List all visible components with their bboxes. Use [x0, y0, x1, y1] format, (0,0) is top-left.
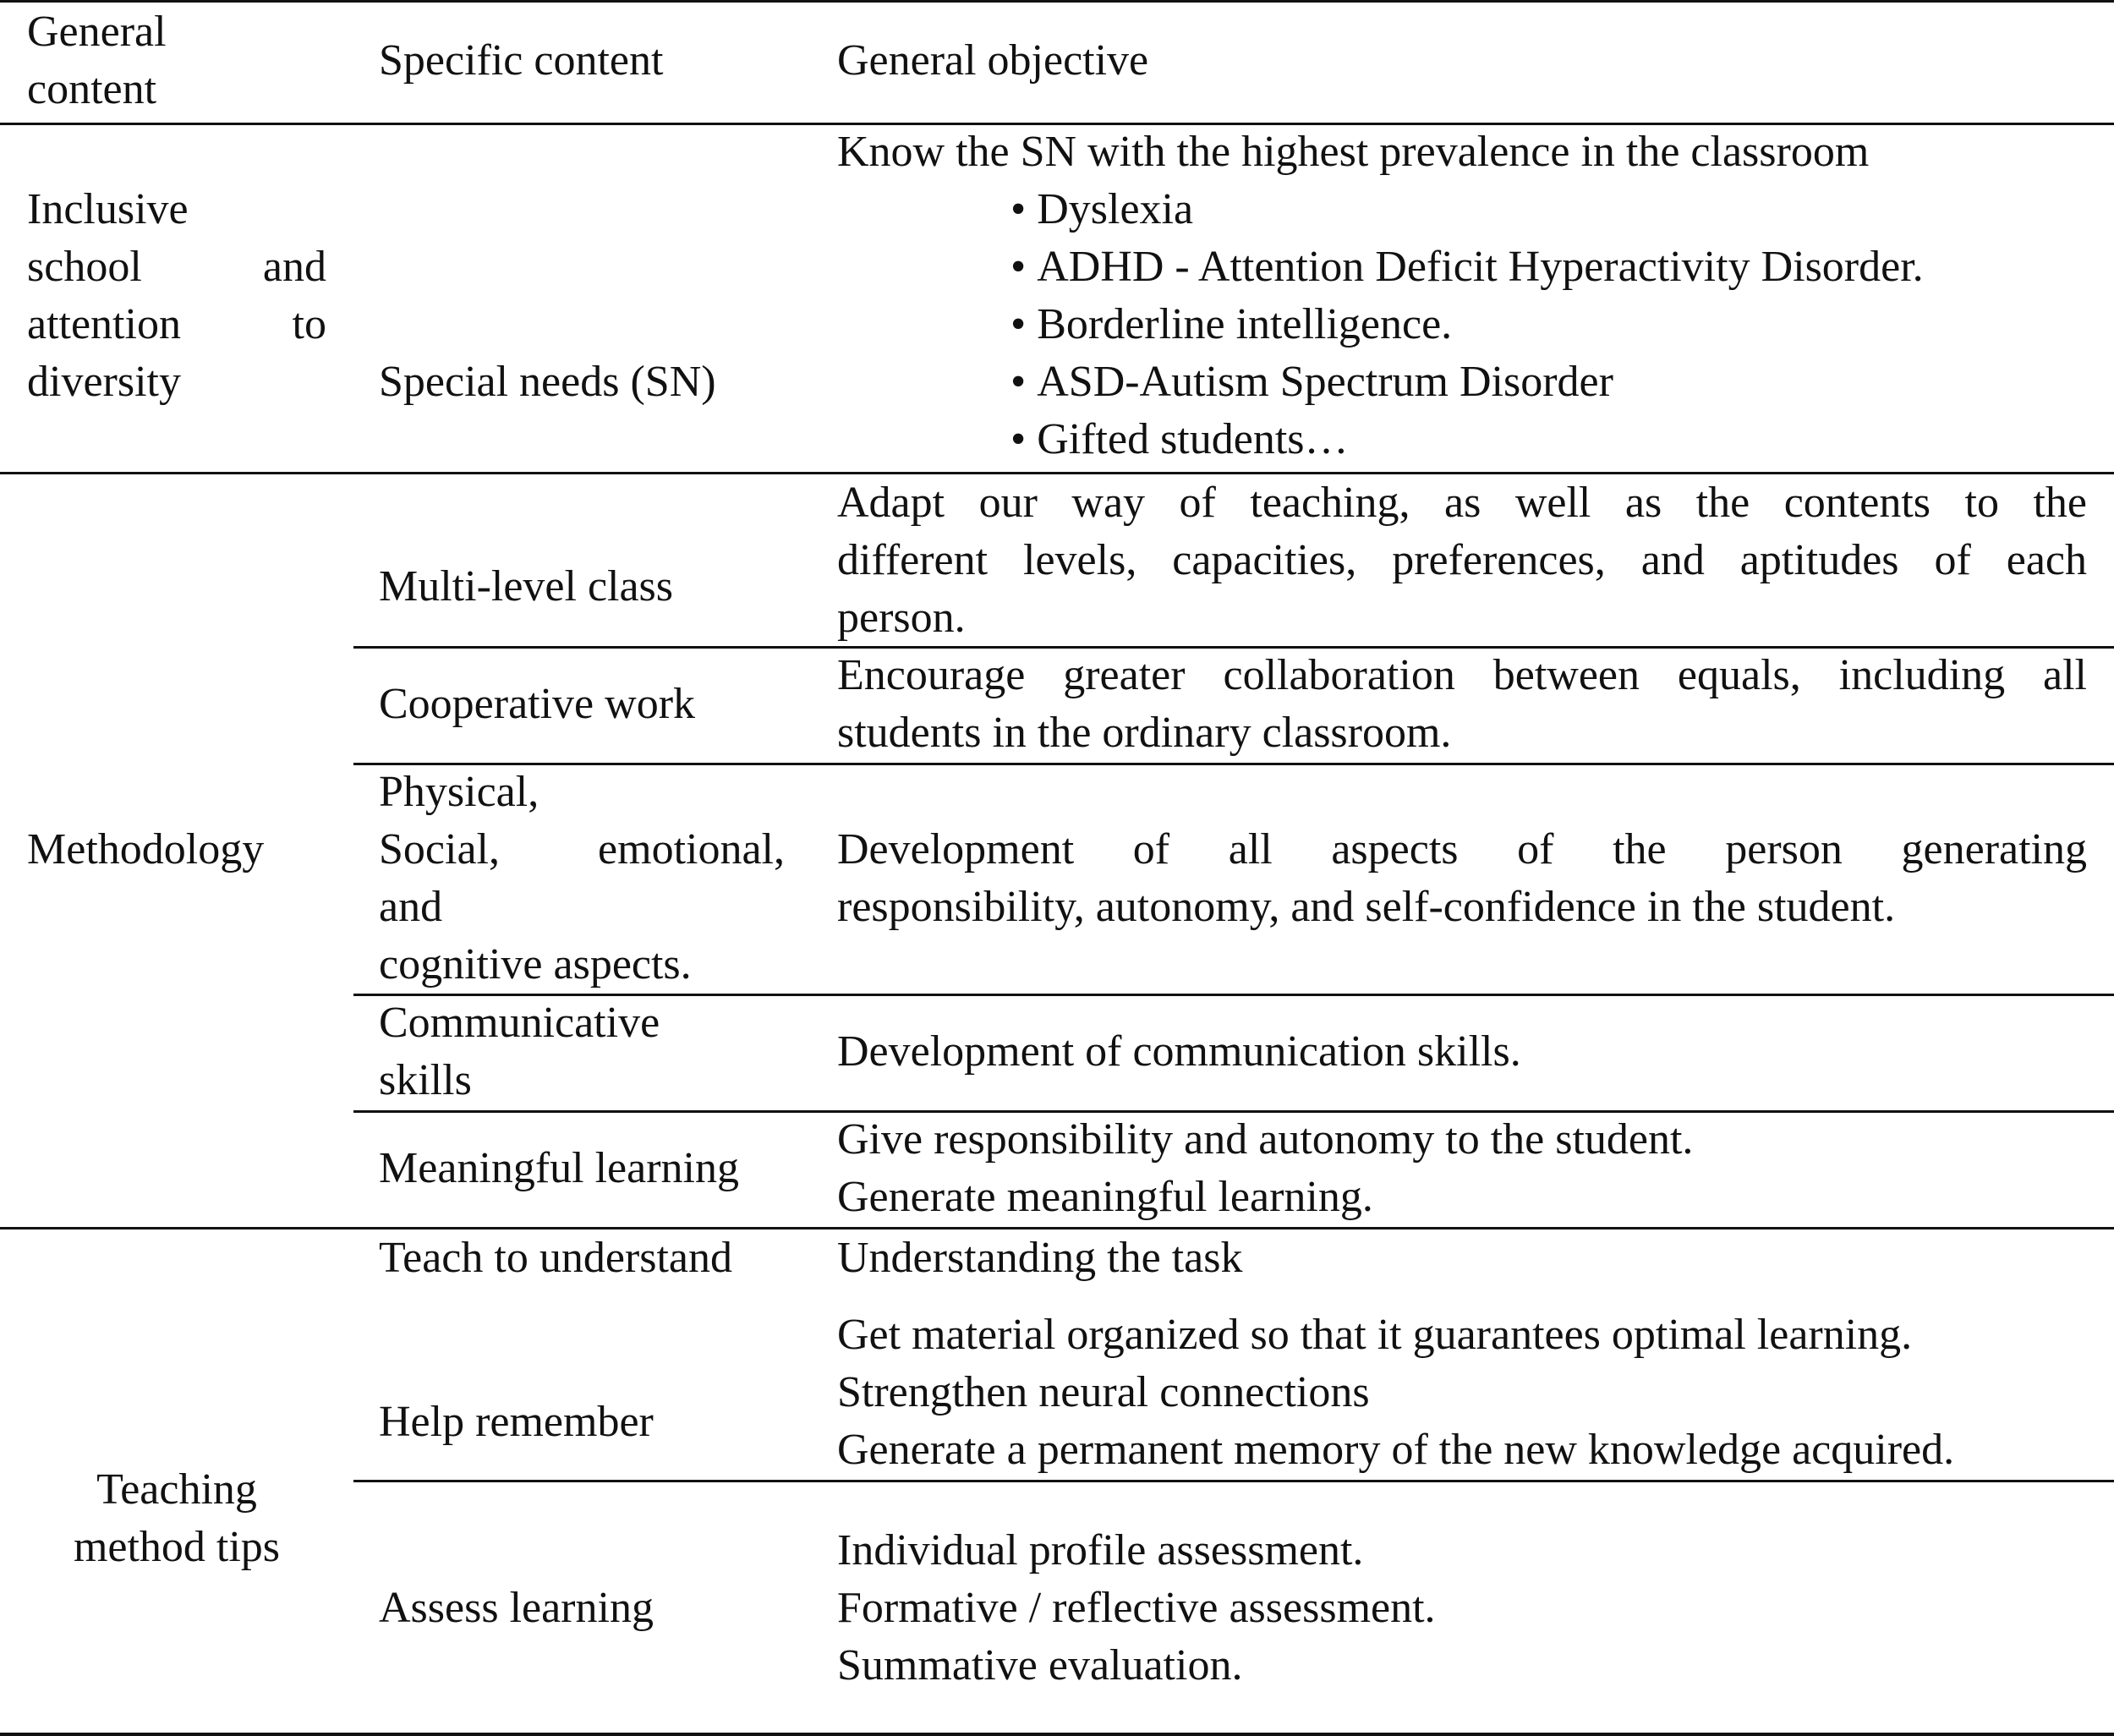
objective-line: person.: [837, 594, 966, 642]
row-divider: [353, 763, 2114, 765]
objective-line: Summative evaluation.: [837, 1641, 1243, 1689]
objective-line: Development of communication skills.: [837, 1027, 1521, 1076]
objective-line: Formative / reflective assessment.: [837, 1584, 1436, 1632]
sn-bullet-item: • Borderline intelligence.: [1010, 296, 1452, 353]
specific-content-line: Communicative: [379, 999, 660, 1047]
specific-content-line: skills: [379, 1056, 472, 1104]
table-bottom-rule: [0, 1733, 2114, 1736]
specific-content-line: Physical,: [379, 768, 539, 816]
general-content-line: method tips: [73, 1523, 281, 1571]
specific-content-cell: Teach to understand: [379, 1234, 732, 1282]
general-content-line: attention to: [27, 300, 326, 348]
general-content-line: Teaching: [96, 1465, 257, 1514]
objective-line: Get material organized so that it guarantees optimal learning.: [837, 1311, 1913, 1359]
objective-intro: Know the SN with the highest prevalence in the classroom: [837, 128, 1870, 176]
objective-line: Development of all aspects of the person generating: [837, 825, 2087, 873]
specific-content-line: and: [379, 883, 443, 931]
header-general-objective: General objective: [837, 36, 1149, 85]
general-content-line: Inclusive: [27, 185, 189, 233]
row-divider: [353, 1480, 2114, 1482]
specific-content-cell: Special needs (SN): [379, 358, 716, 406]
header-general-content-line: content: [27, 65, 157, 113]
specific-content-cell: Multi-level class: [379, 562, 674, 611]
objective-line: Adapt our way of teaching, as well as the contents to the: [837, 479, 2087, 527]
specific-content-cell: Assess learning: [379, 1584, 654, 1632]
objective-line: Give responsibility and autonomy to the student.: [837, 1115, 1694, 1164]
specific-content-cell: Meaningful learning: [379, 1144, 739, 1192]
table-top-rule: [0, 0, 2114, 3]
general-content-line: diversity: [27, 358, 181, 406]
header-general-content-line: General: [27, 8, 167, 56]
sn-bullet-item: • ADHD - Attention Deficit Hyperactivity Disorder.: [1010, 238, 1924, 296]
objective-line: Generate a permanent memory of the new knowledge acquired.: [837, 1426, 1955, 1474]
specific-content-line: Social, emotional,: [379, 825, 785, 873]
general-content-line: school and: [27, 243, 326, 291]
sn-bullet-item: • Gifted students…: [1010, 411, 1349, 468]
objective-line: responsibility, autonomy, and self-confidence in the student.: [837, 883, 1896, 931]
objective-line: Strengthen neural connections: [837, 1368, 1370, 1416]
objective-line: Encourage greater collaboration between equals, including all: [837, 651, 2087, 699]
objective-line: Generate meaningful learning.: [837, 1173, 1373, 1221]
objective-line: different levels, capacities, preferences, and aptitudes of each: [837, 536, 2087, 584]
header-specific-content: Specific content: [379, 36, 664, 85]
specific-content-cell: Cooperative work: [379, 680, 696, 728]
general-content-cell: Methodology: [27, 825, 265, 873]
sn-bullet-item: • ASD-Autism Spectrum Disorder: [1010, 353, 1613, 411]
objective-line: students in the ordinary classroom.: [837, 709, 1452, 757]
specific-content-cell: Help remember: [379, 1398, 654, 1446]
objective-line: Understanding the task: [837, 1234, 1243, 1282]
specific-content-line: cognitive aspects.: [379, 940, 692, 988]
sn-bullet-item: • Dyslexia: [1010, 181, 1193, 238]
objective-line: Individual profile assessment.: [837, 1526, 1364, 1574]
